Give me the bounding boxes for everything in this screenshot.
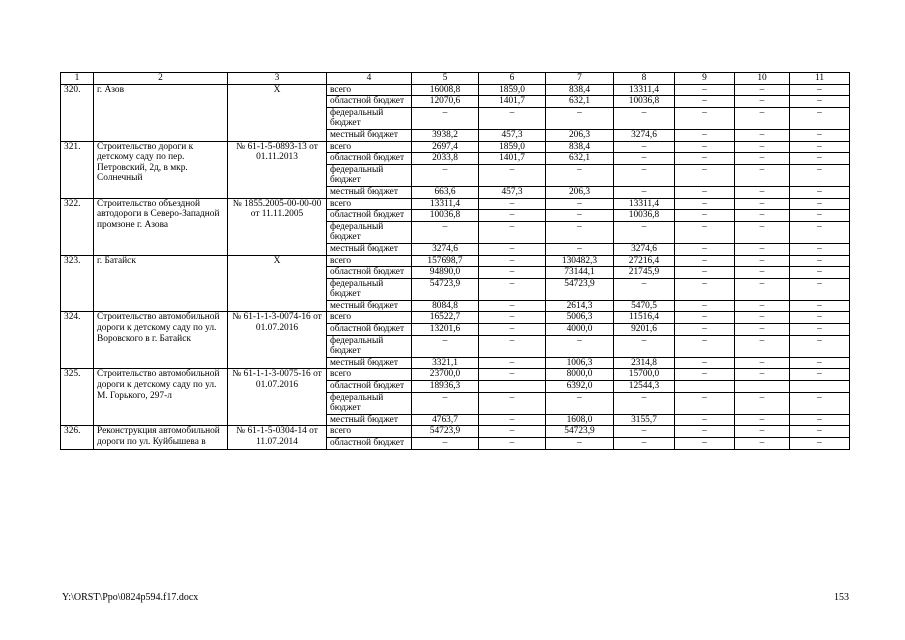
table-row (61, 369, 850, 381)
value-cell: – (546, 392, 614, 414)
value-cell: – (479, 324, 546, 336)
value-cell: – (614, 164, 675, 186)
funding-source: всего (327, 141, 412, 153)
value-cell: – (412, 392, 479, 414)
value-cell: – (675, 392, 735, 414)
value-cell: – (546, 198, 614, 210)
value-cell: 13311,4 (614, 198, 675, 210)
value-cell: – (735, 96, 790, 108)
value-cell: 10036,8 (614, 96, 675, 108)
value-cell: – (735, 426, 790, 438)
value-cell: – (790, 426, 850, 438)
funding-source: областной бюджет (327, 153, 412, 165)
value-cell: – (675, 324, 735, 336)
value-cell: – (479, 243, 546, 255)
value-cell: 5006,3 (546, 312, 614, 324)
value-cell: 457,3 (479, 129, 546, 141)
value-cell: – (675, 107, 735, 129)
value-cell: – (479, 335, 546, 357)
value-cell: – (675, 129, 735, 141)
value-cell: – (790, 164, 850, 186)
funding-source: федеральный бюджет (327, 335, 412, 357)
value-cell: 16008,8 (412, 84, 479, 96)
row-number: 325. (61, 369, 94, 426)
value-cell: – (479, 278, 546, 300)
project-document: № 61-1-1-3-0075-16 от 01.07.2016 (228, 369, 327, 426)
value-cell: 94890,0 (412, 267, 479, 279)
value-cell: – (479, 414, 546, 426)
value-cell: 632,1 (546, 96, 614, 108)
project-document: № 61-1-5-0304-14 от 11.07.2014 (228, 426, 327, 449)
value-cell: – (790, 278, 850, 300)
row-number: 320. (61, 84, 94, 141)
value-cell (675, 381, 735, 393)
value-cell: – (479, 210, 546, 222)
value-cell: 73144,1 (546, 267, 614, 279)
value-cell: – (546, 164, 614, 186)
value-cell: 1006,3 (546, 357, 614, 369)
value-cell: – (735, 186, 790, 198)
table-row (61, 312, 850, 324)
table-row (61, 84, 850, 96)
funding-source: местный бюджет (327, 300, 412, 312)
header-cell: 8 (614, 73, 675, 85)
header-row (61, 73, 850, 85)
value-cell: – (675, 210, 735, 222)
value-cell: – (614, 221, 675, 243)
table-row (61, 255, 850, 267)
value-cell: 27216,4 (614, 255, 675, 267)
header-cell: 5 (412, 73, 479, 85)
row-number: 323. (61, 255, 94, 312)
value-cell: – (790, 335, 850, 357)
value-cell: – (479, 392, 546, 414)
project-document: № 61-1-1-3-0074-16 от 01.07.2016 (228, 312, 327, 369)
value-cell: – (546, 335, 614, 357)
value-cell: – (790, 210, 850, 222)
value-cell: – (675, 414, 735, 426)
funding-source: федеральный бюджет (327, 278, 412, 300)
value-cell: – (790, 141, 850, 153)
value-cell: 3155,7 (614, 414, 675, 426)
value-cell: 1859,0 (479, 84, 546, 96)
value-cell: 632,1 (546, 153, 614, 165)
budget-table (60, 72, 850, 450)
value-cell: – (412, 221, 479, 243)
value-cell: – (614, 392, 675, 414)
value-cell: – (790, 300, 850, 312)
value-cell: – (790, 153, 850, 165)
object-name: г. Азов (94, 84, 228, 141)
row-number: 326. (61, 426, 94, 449)
value-cell: – (675, 221, 735, 243)
funding-source: областной бюджет (327, 210, 412, 222)
value-cell: – (479, 267, 546, 279)
value-cell: – (790, 186, 850, 198)
value-cell: – (479, 107, 546, 129)
value-cell: – (479, 426, 546, 438)
value-cell: 15700,0 (614, 369, 675, 381)
funding-source: областной бюджет (327, 438, 412, 450)
object-name: Строительство объездной автодороги в Северо-Западной промзоне г. Азова (94, 198, 228, 255)
value-cell: 9201,6 (614, 324, 675, 336)
value-cell: 13311,4 (412, 198, 479, 210)
value-cell: – (479, 369, 546, 381)
funding-source: всего (327, 312, 412, 324)
header-cell: 9 (675, 73, 735, 85)
value-cell: 3938,2 (412, 129, 479, 141)
funding-source: местный бюджет (327, 129, 412, 141)
value-cell: – (675, 255, 735, 267)
funding-source: местный бюджет (327, 243, 412, 255)
value-cell: – (735, 129, 790, 141)
value-cell: – (412, 438, 479, 450)
table-row (61, 141, 850, 153)
funding-source: федеральный бюджет (327, 107, 412, 129)
value-cell: 1401,7 (479, 96, 546, 108)
value-cell: 13201,6 (412, 324, 479, 336)
funding-source: областной бюджет (327, 267, 412, 279)
value-cell: – (790, 312, 850, 324)
value-cell: 1608,0 (546, 414, 614, 426)
value-cell: – (735, 357, 790, 369)
value-cell: – (675, 243, 735, 255)
value-cell: 206,3 (546, 129, 614, 141)
value-cell: – (735, 107, 790, 129)
value-cell: 1859,0 (479, 141, 546, 153)
value-cell: 4000,0 (546, 324, 614, 336)
value-cell: – (479, 198, 546, 210)
funding-source: областной бюджет (327, 96, 412, 108)
object-name: Строительство автомобильной дороги к детскому саду по ул. М. Горького, 297-л (94, 369, 228, 426)
value-cell: – (614, 141, 675, 153)
row-number: 324. (61, 312, 94, 369)
value-cell: – (675, 198, 735, 210)
funding-source: всего (327, 369, 412, 381)
object-name: Реконструкция автомобильной дороги по ул. Куйбышева в (94, 426, 228, 449)
value-cell: – (412, 335, 479, 357)
value-cell: 10036,8 (412, 210, 479, 222)
value-cell: – (735, 369, 790, 381)
value-cell: – (546, 243, 614, 255)
funding-source: областной бюджет (327, 381, 412, 393)
value-cell: 54723,9 (412, 426, 479, 438)
value-cell: – (675, 426, 735, 438)
value-cell: 11516,4 (614, 312, 675, 324)
value-cell: – (614, 186, 675, 198)
value-cell: – (790, 414, 850, 426)
value-cell: – (479, 164, 546, 186)
value-cell: – (675, 141, 735, 153)
row-number: 321. (61, 141, 94, 198)
funding-source: всего (327, 426, 412, 438)
value-cell: – (735, 255, 790, 267)
value-cell: 2033,8 (412, 153, 479, 165)
value-cell: – (735, 210, 790, 222)
value-cell: – (790, 198, 850, 210)
value-cell: – (479, 312, 546, 324)
project-document: Х (228, 255, 327, 312)
project-document: Х (228, 84, 327, 141)
value-cell: 2697,4 (412, 141, 479, 153)
value-cell: – (790, 438, 850, 450)
value-cell: – (675, 335, 735, 357)
value-cell: 3274,6 (614, 129, 675, 141)
value-cell: – (546, 107, 614, 129)
value-cell: – (735, 278, 790, 300)
value-cell: – (675, 438, 735, 450)
value-cell: 3274,6 (412, 243, 479, 255)
value-cell: – (735, 164, 790, 186)
header-cell: 3 (228, 73, 327, 85)
value-cell: – (614, 107, 675, 129)
value-cell: 2314,8 (614, 357, 675, 369)
footer-file-path: Y:\ORST\Ppo\0824p594.f17.docx (62, 592, 199, 603)
value-cell: – (479, 438, 546, 450)
header-cell: 11 (790, 73, 850, 85)
value-cell: 12544,3 (614, 381, 675, 393)
value-cell: 1401,7 (479, 153, 546, 165)
value-cell: – (675, 84, 735, 96)
value-cell: – (790, 369, 850, 381)
value-cell: 663,6 (412, 186, 479, 198)
value-cell (790, 381, 850, 393)
value-cell: 157698,7 (412, 255, 479, 267)
value-cell: 21745,9 (614, 267, 675, 279)
value-cell: 3321,1 (412, 357, 479, 369)
funding-source: всего (327, 255, 412, 267)
funding-source: федеральный бюджет (327, 221, 412, 243)
funding-source: местный бюджет (327, 414, 412, 426)
value-cell: – (790, 84, 850, 96)
header-cell: 1 (61, 73, 94, 85)
value-cell: – (735, 141, 790, 153)
value-cell: – (675, 153, 735, 165)
value-cell: – (479, 221, 546, 243)
value-cell: – (479, 255, 546, 267)
value-cell: 838,4 (546, 84, 614, 96)
value-cell: – (735, 300, 790, 312)
row-number: 322. (61, 198, 94, 255)
project-document: № 61-1-5-0893-13 от 01.11.2013 (228, 141, 327, 198)
object-name: Строительство дороги к детскому саду по пер. Петровский, 2д, в мкр. Солнечный (94, 141, 228, 198)
value-cell: – (790, 107, 850, 129)
value-cell: – (614, 438, 675, 450)
value-cell: 54723,9 (546, 426, 614, 438)
value-cell: 54723,9 (412, 278, 479, 300)
value-cell: – (546, 438, 614, 450)
value-cell: – (675, 357, 735, 369)
value-cell: – (735, 84, 790, 96)
value-cell: – (790, 324, 850, 336)
object-name: г. Батайск (94, 255, 228, 312)
value-cell: – (790, 255, 850, 267)
value-cell: 2614,3 (546, 300, 614, 312)
value-cell: – (546, 210, 614, 222)
value-cell: – (675, 186, 735, 198)
value-cell: – (412, 164, 479, 186)
value-cell: – (479, 357, 546, 369)
value-cell: – (614, 426, 675, 438)
value-cell: – (675, 300, 735, 312)
value-cell: – (675, 96, 735, 108)
value-cell: 8000,0 (546, 369, 614, 381)
header-cell: 2 (94, 73, 228, 85)
page-number: 153 (834, 592, 849, 603)
value-cell: – (546, 221, 614, 243)
funding-source: областной бюджет (327, 324, 412, 336)
value-cell: – (735, 267, 790, 279)
value-cell: 838,4 (546, 141, 614, 153)
value-cell: – (790, 243, 850, 255)
funding-source: федеральный бюджет (327, 164, 412, 186)
value-cell: – (614, 278, 675, 300)
value-cell: – (790, 267, 850, 279)
funding-source: всего (327, 84, 412, 96)
value-cell: – (735, 198, 790, 210)
funding-source: местный бюджет (327, 186, 412, 198)
value-cell: 23700,0 (412, 369, 479, 381)
value-cell: – (735, 414, 790, 426)
value-cell: – (735, 438, 790, 450)
value-cell: – (675, 267, 735, 279)
header-cell: 7 (546, 73, 614, 85)
value-cell (479, 381, 546, 393)
value-cell: – (675, 312, 735, 324)
funding-source: всего (327, 198, 412, 210)
value-cell (735, 381, 790, 393)
value-cell: – (735, 243, 790, 255)
value-cell: – (790, 357, 850, 369)
header-cell: 10 (735, 73, 790, 85)
value-cell: 16522,7 (412, 312, 479, 324)
value-cell: – (790, 129, 850, 141)
value-cell: – (790, 221, 850, 243)
value-cell: – (735, 153, 790, 165)
value-cell: – (614, 335, 675, 357)
value-cell: – (675, 369, 735, 381)
funding-source: местный бюджет (327, 357, 412, 369)
project-document: № 1855.2005-00-00-00 от 11.11.2005 (228, 198, 327, 255)
value-cell: – (675, 164, 735, 186)
value-cell: – (735, 335, 790, 357)
value-cell: – (735, 392, 790, 414)
value-cell: – (675, 278, 735, 300)
value-cell: 3274,6 (614, 243, 675, 255)
value-cell: 5470,5 (614, 300, 675, 312)
funding-source: федеральный бюджет (327, 392, 412, 414)
table-row (61, 198, 850, 210)
value-cell: 4763,7 (412, 414, 479, 426)
value-cell: – (735, 324, 790, 336)
value-cell: 457,3 (479, 186, 546, 198)
header-cell: 6 (479, 73, 546, 85)
value-cell: 6392,0 (546, 381, 614, 393)
header-cell: 4 (327, 73, 412, 85)
value-cell: – (735, 221, 790, 243)
value-cell: – (412, 107, 479, 129)
value-cell: – (790, 392, 850, 414)
value-cell: 13311,4 (614, 84, 675, 96)
value-cell: 18936,3 (412, 381, 479, 393)
value-cell: 10036,8 (614, 210, 675, 222)
value-cell: – (614, 153, 675, 165)
object-name: Строительство автомобильной дороги к детскому саду по ул. Воровского в г. Батайск (94, 312, 228, 369)
value-cell: 8084,8 (412, 300, 479, 312)
value-cell: – (735, 312, 790, 324)
value-cell: – (790, 96, 850, 108)
value-cell: 12070,6 (412, 96, 479, 108)
value-cell: 130482,3 (546, 255, 614, 267)
value-cell: 54723,9 (546, 278, 614, 300)
value-cell: – (479, 300, 546, 312)
value-cell: 206,3 (546, 186, 614, 198)
table-row (61, 426, 850, 438)
